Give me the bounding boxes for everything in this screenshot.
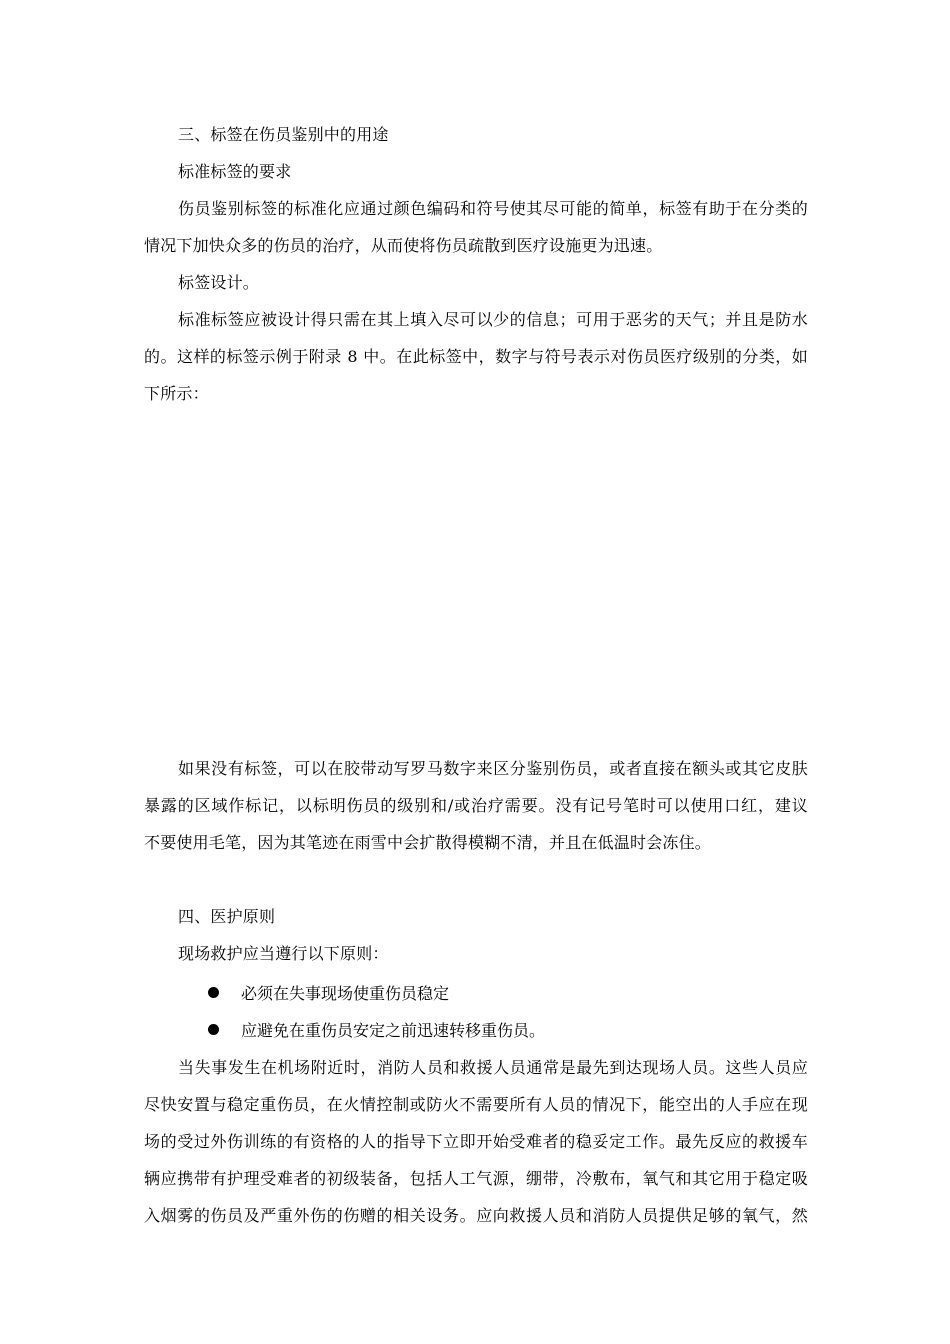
paragraph-4-line-2: 尽快安置与稳定重伤员，在火情控制或防火不需要所有人员的情况下，能空出的人手应在现 [144, 1095, 808, 1114]
paragraph-3-line-2: 暴露的区域作标记，以标明伤员的级别和/或治疗需要。没有记号笔时可以使用口红，建议 [144, 796, 808, 815]
paragraph-3-line-3: 不要使用毛笔，因为其笔迹在雨雪中会扩散得模糊不清，并且在低温时会冻住。 [144, 833, 712, 852]
paragraph-4-line-5: 入烟雾的伤员及严重外伤的伤赠的相关设务。应向救援人员和消防人员提供足够的氧气，然 [144, 1206, 808, 1225]
paragraph-2-line-1: 标准标签应被设计得只需在其上填入尽可以少的信息；可用于恶劣的天气；并且是防水 [178, 310, 808, 329]
design-subheading: 标签设计。 [178, 273, 260, 292]
paragraph-1-line-1: 伤员鉴别标签的标准化应通过颜色编码和符号使其尽可能的简单，标签有助于在分类的 [178, 199, 808, 218]
section-3-heading: 三、标签在伤员鉴别中的用途 [178, 125, 389, 144]
paragraph-1-line-2: 情况下加快众多的伤员的治疗，从而使将伤员疏散到医疗设施更为迅速。 [144, 236, 663, 255]
requirements-subheading: 标准标签的要求 [178, 162, 292, 181]
bullet-dot-icon [208, 1024, 219, 1035]
bullet-dot-icon [208, 987, 219, 998]
paragraph-4-line-3: 场的受过外伤训练的有资格的人的指导下立即开始受难者的稳妥定工作。最先反应的救援车 [144, 1132, 808, 1151]
bullet-text: 必须在失事现场使重伤员稳定 [241, 984, 450, 1003]
section-4-intro: 现场救护应当遵行以下原则： [178, 944, 389, 963]
paragraph-4-line-4: 辆应携带有护理受难者的初级装备，包括人工气源，绷带，冷敷布，氧气和其它用于稳定吸 [144, 1169, 808, 1188]
paragraph-2-line-2: 的。这样的标签示例于附录 8 中。在此标签中，数字与符号表示对伤员医疗级别的分类，如 [144, 347, 808, 366]
paragraph-4-line-1: 当失事发生在机场附近时，消防人员和救援人员通常是最先到达现场人员。这些人员应 [178, 1058, 808, 1077]
bullet-item-1 [208, 984, 449, 1004]
bullet-item-2 [208, 1021, 545, 1041]
paragraph-2-line-3: 下所示： [144, 384, 209, 403]
paragraph-3-line-1: 如果没有标签，可以在胶带动写罗马数字来区分鉴别伤员，或者直接在额头或其它皮肤 [178, 759, 808, 778]
bullet-text: 应避免在重伤员安定之前迅速转移重伤员。 [241, 1021, 546, 1040]
section-4-heading: 四、医护原则 [178, 907, 276, 926]
